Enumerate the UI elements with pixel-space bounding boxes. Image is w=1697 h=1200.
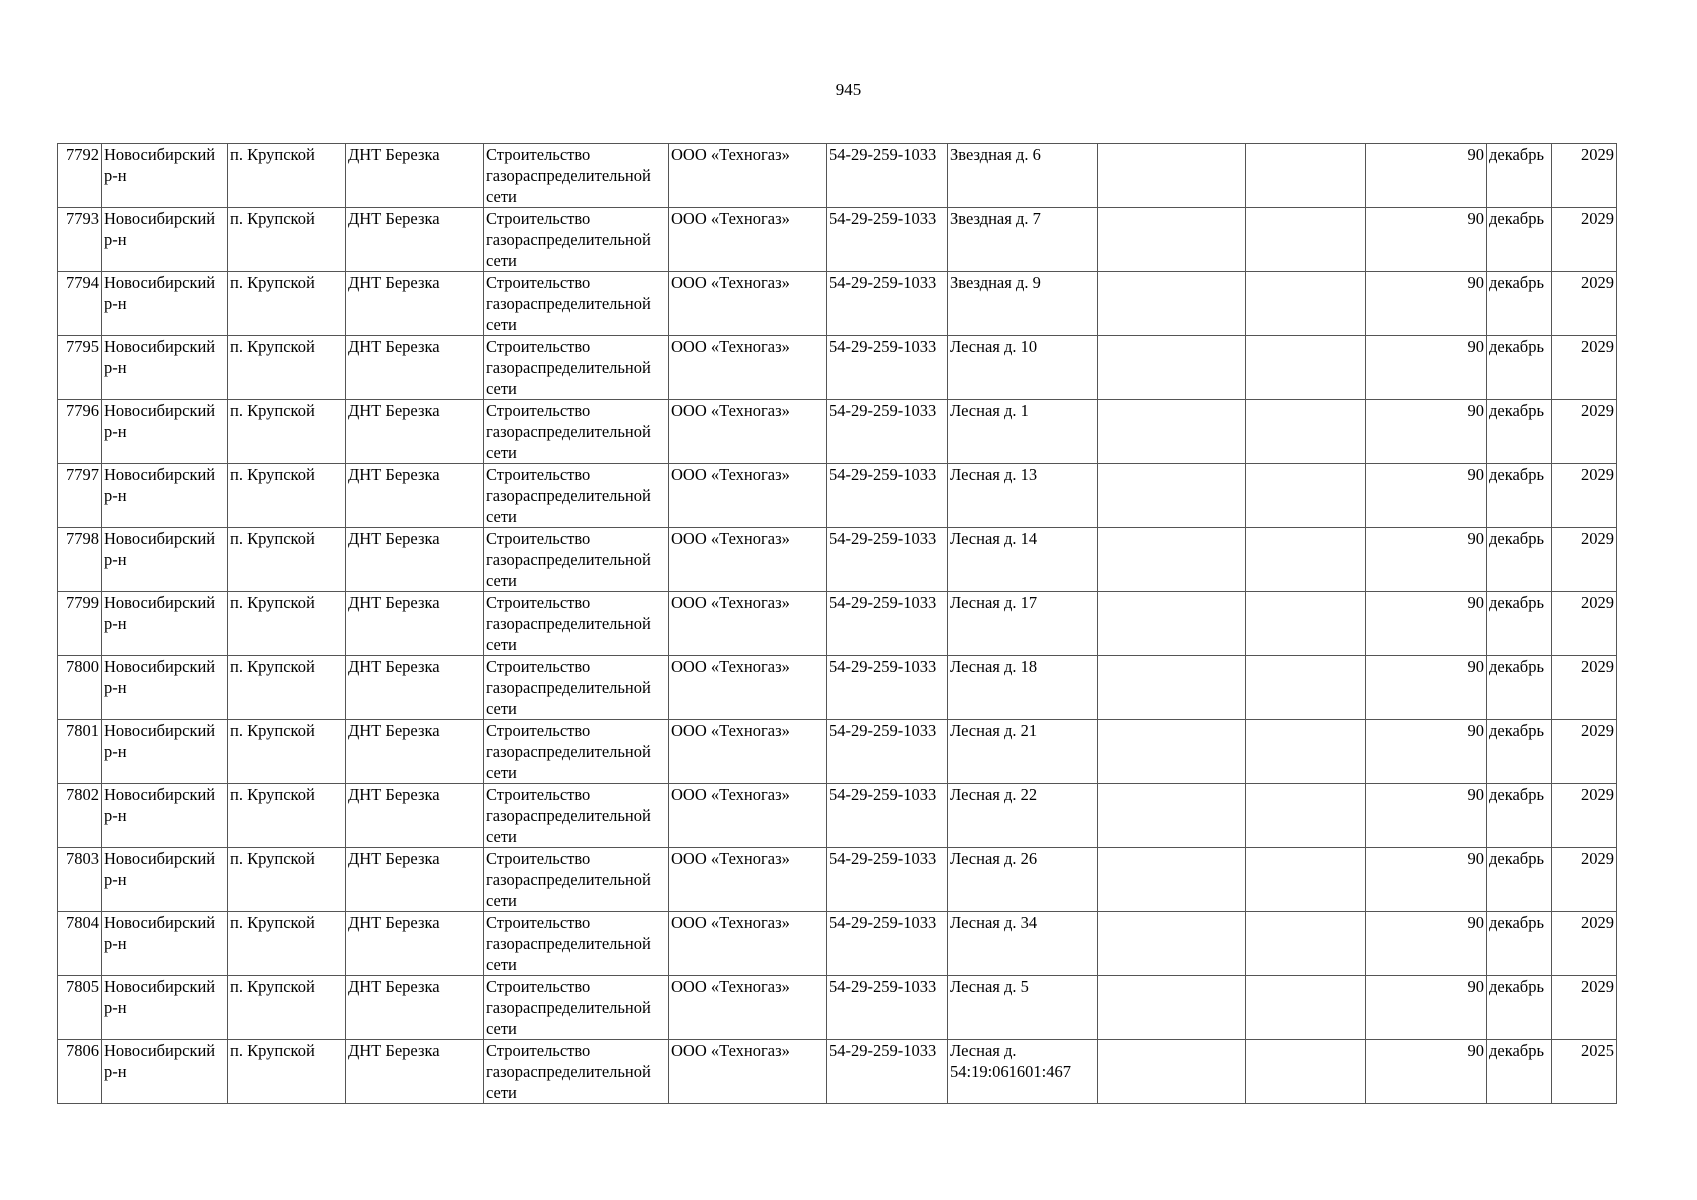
- cell-quantity: 90: [1366, 848, 1487, 912]
- cell-work-type: Строительство газораспределительной сети: [484, 464, 669, 528]
- cell-quantity: 90: [1366, 464, 1487, 528]
- cell-district: Новосибирский р-н: [102, 784, 228, 848]
- cell-number: 7795: [58, 336, 102, 400]
- cell-empty: [1246, 912, 1366, 976]
- cell-quantity: 90: [1366, 784, 1487, 848]
- cell-district: Новосибирский р-н: [102, 592, 228, 656]
- cell-year: 2029: [1552, 528, 1617, 592]
- cell-settlement: п. Крупской: [228, 208, 346, 272]
- cell-empty: [1098, 592, 1246, 656]
- cell-month: декабрь: [1487, 720, 1552, 784]
- cell-empty: [1098, 528, 1246, 592]
- cell-month: декабрь: [1487, 336, 1552, 400]
- table-row: [58, 144, 1617, 208]
- cell-code: 54-29-259-1033: [827, 912, 948, 976]
- cell-company: ООО «Техногаз»: [669, 528, 827, 592]
- cell-organization: ДНТ Березка: [346, 336, 484, 400]
- cell-year: 2029: [1552, 208, 1617, 272]
- cell-quantity: 90: [1366, 208, 1487, 272]
- cell-month: декабрь: [1487, 1040, 1552, 1104]
- cell-number: 7806: [58, 1040, 102, 1104]
- cell-empty: [1098, 912, 1246, 976]
- registry-table: [57, 143, 1617, 1104]
- cell-month: декабрь: [1487, 400, 1552, 464]
- cell-work-type: Строительство газораспределительной сети: [484, 272, 669, 336]
- cell-organization: ДНТ Березка: [346, 720, 484, 784]
- table-row: [58, 336, 1617, 400]
- cell-year: 2029: [1552, 464, 1617, 528]
- cell-organization: ДНТ Березка: [346, 784, 484, 848]
- cell-year: 2025: [1552, 1040, 1617, 1104]
- cell-company: ООО «Техногаз»: [669, 976, 827, 1040]
- cell-company: ООО «Техногаз»: [669, 1040, 827, 1104]
- cell-empty: [1246, 848, 1366, 912]
- cell-district: Новосибирский р-н: [102, 912, 228, 976]
- cell-company: ООО «Техногаз»: [669, 656, 827, 720]
- cell-district: Новосибирский р-н: [102, 336, 228, 400]
- cell-empty: [1246, 656, 1366, 720]
- cell-address: Лесная д. 1: [948, 400, 1098, 464]
- cell-district: Новосибирский р-н: [102, 144, 228, 208]
- cell-quantity: 90: [1366, 1040, 1487, 1104]
- cell-organization: ДНТ Березка: [346, 528, 484, 592]
- cell-year: 2029: [1552, 336, 1617, 400]
- cell-settlement: п. Крупской: [228, 272, 346, 336]
- cell-empty: [1098, 336, 1246, 400]
- cell-empty: [1246, 336, 1366, 400]
- table-row: [58, 592, 1617, 656]
- cell-work-type: Строительство газораспределительной сети: [484, 848, 669, 912]
- cell-organization: ДНТ Березка: [346, 464, 484, 528]
- cell-month: декабрь: [1487, 272, 1552, 336]
- cell-year: 2029: [1552, 656, 1617, 720]
- cell-quantity: 90: [1366, 272, 1487, 336]
- cell-year: 2029: [1552, 144, 1617, 208]
- cell-code: 54-29-259-1033: [827, 720, 948, 784]
- cell-year: 2029: [1552, 976, 1617, 1040]
- table-body: [58, 144, 1617, 1104]
- cell-code: 54-29-259-1033: [827, 272, 948, 336]
- cell-organization: ДНТ Березка: [346, 592, 484, 656]
- table-row: [58, 976, 1617, 1040]
- cell-number: 7796: [58, 400, 102, 464]
- cell-address: Лесная д. 34: [948, 912, 1098, 976]
- cell-organization: ДНТ Березка: [346, 976, 484, 1040]
- cell-month: декабрь: [1487, 592, 1552, 656]
- cell-work-type: Строительство газораспределительной сети: [484, 976, 669, 1040]
- cell-empty: [1246, 592, 1366, 656]
- cell-settlement: п. Крупской: [228, 720, 346, 784]
- cell-number: 7797: [58, 464, 102, 528]
- cell-organization: ДНТ Березка: [346, 272, 484, 336]
- table-row: [58, 848, 1617, 912]
- table-row: [58, 1040, 1617, 1104]
- cell-address: Звездная д. 9: [948, 272, 1098, 336]
- cell-settlement: п. Крупской: [228, 784, 346, 848]
- cell-year: 2029: [1552, 400, 1617, 464]
- cell-settlement: п. Крупской: [228, 400, 346, 464]
- cell-district: Новосибирский р-н: [102, 976, 228, 1040]
- cell-month: декабрь: [1487, 464, 1552, 528]
- cell-settlement: п. Крупской: [228, 912, 346, 976]
- cell-quantity: 90: [1366, 592, 1487, 656]
- cell-quantity: 90: [1366, 976, 1487, 1040]
- cell-address: Лесная д. 13: [948, 464, 1098, 528]
- cell-organization: ДНТ Березка: [346, 144, 484, 208]
- cell-organization: ДНТ Березка: [346, 400, 484, 464]
- cell-empty: [1246, 464, 1366, 528]
- cell-month: декабрь: [1487, 528, 1552, 592]
- cell-code: 54-29-259-1033: [827, 784, 948, 848]
- cell-number: 7799: [58, 592, 102, 656]
- cell-year: 2029: [1552, 848, 1617, 912]
- cell-number: 7803: [58, 848, 102, 912]
- cell-settlement: п. Крупской: [228, 336, 346, 400]
- cell-number: 7792: [58, 144, 102, 208]
- cell-district: Новосибирский р-н: [102, 656, 228, 720]
- cell-quantity: 90: [1366, 912, 1487, 976]
- cell-month: декабрь: [1487, 976, 1552, 1040]
- cell-organization: ДНТ Березка: [346, 656, 484, 720]
- cell-code: 54-29-259-1033: [827, 1040, 948, 1104]
- cell-empty: [1098, 464, 1246, 528]
- cell-company: ООО «Техногаз»: [669, 848, 827, 912]
- cell-month: декабрь: [1487, 656, 1552, 720]
- cell-company: ООО «Техногаз»: [669, 400, 827, 464]
- cell-code: 54-29-259-1033: [827, 144, 948, 208]
- cell-company: ООО «Техногаз»: [669, 208, 827, 272]
- cell-district: Новосибирский р-н: [102, 848, 228, 912]
- cell-code: 54-29-259-1033: [827, 848, 948, 912]
- cell-year: 2029: [1552, 912, 1617, 976]
- cell-empty: [1246, 720, 1366, 784]
- cell-district: Новосибирский р-н: [102, 528, 228, 592]
- cell-address: Лесная д. 54:19:061601:467: [948, 1040, 1098, 1104]
- cell-address: Звездная д. 7: [948, 208, 1098, 272]
- cell-address: Лесная д. 18: [948, 656, 1098, 720]
- cell-quantity: 90: [1366, 336, 1487, 400]
- cell-empty: [1098, 848, 1246, 912]
- cell-settlement: п. Крупской: [228, 528, 346, 592]
- cell-settlement: п. Крупской: [228, 144, 346, 208]
- cell-empty: [1098, 208, 1246, 272]
- cell-empty: [1098, 656, 1246, 720]
- cell-code: 54-29-259-1033: [827, 208, 948, 272]
- cell-code: 54-29-259-1033: [827, 528, 948, 592]
- cell-organization: ДНТ Березка: [346, 848, 484, 912]
- cell-work-type: Строительство газораспределительной сети: [484, 912, 669, 976]
- cell-quantity: 90: [1366, 656, 1487, 720]
- cell-company: ООО «Техногаз»: [669, 720, 827, 784]
- table-row: [58, 784, 1617, 848]
- cell-empty: [1246, 1040, 1366, 1104]
- cell-address: Лесная д. 14: [948, 528, 1098, 592]
- cell-empty: [1098, 400, 1246, 464]
- cell-code: 54-29-259-1033: [827, 976, 948, 1040]
- cell-address: Лесная д. 21: [948, 720, 1098, 784]
- cell-district: Новосибирский р-н: [102, 720, 228, 784]
- cell-empty: [1246, 976, 1366, 1040]
- table-row: [58, 464, 1617, 528]
- cell-address: Звездная д. 6: [948, 144, 1098, 208]
- cell-settlement: п. Крупской: [228, 976, 346, 1040]
- cell-code: 54-29-259-1033: [827, 464, 948, 528]
- cell-settlement: п. Крупской: [228, 464, 346, 528]
- cell-work-type: Строительство газораспределительной сети: [484, 528, 669, 592]
- cell-empty: [1246, 144, 1366, 208]
- cell-number: 7793: [58, 208, 102, 272]
- cell-district: Новосибирский р-н: [102, 400, 228, 464]
- table-row: [58, 912, 1617, 976]
- cell-empty: [1098, 976, 1246, 1040]
- cell-empty: [1098, 272, 1246, 336]
- table-row: [58, 656, 1617, 720]
- cell-company: ООО «Техногаз»: [669, 144, 827, 208]
- cell-address: Лесная д. 10: [948, 336, 1098, 400]
- cell-company: ООО «Техногаз»: [669, 272, 827, 336]
- cell-quantity: 90: [1366, 400, 1487, 464]
- table-row: [58, 272, 1617, 336]
- cell-empty: [1246, 208, 1366, 272]
- cell-number: 7804: [58, 912, 102, 976]
- cell-organization: ДНТ Березка: [346, 1040, 484, 1104]
- table-row: [58, 720, 1617, 784]
- cell-year: 2029: [1552, 272, 1617, 336]
- cell-number: 7801: [58, 720, 102, 784]
- cell-address: Лесная д. 17: [948, 592, 1098, 656]
- cell-district: Новосибирский р-н: [102, 272, 228, 336]
- cell-settlement: п. Крупской: [228, 656, 346, 720]
- table-row: [58, 528, 1617, 592]
- cell-settlement: п. Крупской: [228, 1040, 346, 1104]
- cell-month: декабрь: [1487, 208, 1552, 272]
- cell-number: 7794: [58, 272, 102, 336]
- table-row: [58, 208, 1617, 272]
- cell-address: Лесная д. 26: [948, 848, 1098, 912]
- cell-month: декабрь: [1487, 848, 1552, 912]
- cell-company: ООО «Техногаз»: [669, 784, 827, 848]
- cell-number: 7805: [58, 976, 102, 1040]
- cell-month: декабрь: [1487, 784, 1552, 848]
- cell-empty: [1098, 144, 1246, 208]
- cell-number: 7800: [58, 656, 102, 720]
- cell-empty: [1098, 1040, 1246, 1104]
- cell-year: 2029: [1552, 720, 1617, 784]
- cell-work-type: Строительство газораспределительной сети: [484, 656, 669, 720]
- cell-work-type: Строительство газораспределительной сети: [484, 208, 669, 272]
- cell-work-type: Строительство газораспределительной сети: [484, 144, 669, 208]
- table-row: [58, 400, 1617, 464]
- cell-company: ООО «Техногаз»: [669, 592, 827, 656]
- cell-empty: [1098, 720, 1246, 784]
- cell-organization: ДНТ Березка: [346, 208, 484, 272]
- cell-quantity: 90: [1366, 720, 1487, 784]
- cell-company: ООО «Техногаз»: [669, 464, 827, 528]
- cell-empty: [1246, 272, 1366, 336]
- cell-code: 54-29-259-1033: [827, 656, 948, 720]
- cell-number: 7802: [58, 784, 102, 848]
- cell-year: 2029: [1552, 784, 1617, 848]
- cell-quantity: 90: [1366, 528, 1487, 592]
- cell-empty: [1246, 784, 1366, 848]
- cell-empty: [1098, 784, 1246, 848]
- page-number: 945: [835, 80, 862, 99]
- cell-work-type: Строительство газораспределительной сети: [484, 400, 669, 464]
- cell-work-type: Строительство газораспределительной сети: [484, 336, 669, 400]
- cell-district: Новосибирский р-н: [102, 208, 228, 272]
- cell-district: Новосибирский р-н: [102, 1040, 228, 1104]
- cell-number: 7798: [58, 528, 102, 592]
- cell-company: ООО «Техногаз»: [669, 336, 827, 400]
- cell-month: декабрь: [1487, 144, 1552, 208]
- cell-organization: ДНТ Березка: [346, 912, 484, 976]
- cell-code: 54-29-259-1033: [827, 592, 948, 656]
- cell-empty: [1246, 400, 1366, 464]
- cell-year: 2029: [1552, 592, 1617, 656]
- cell-address: Лесная д. 5: [948, 976, 1098, 1040]
- cell-work-type: Строительство газораспределительной сети: [484, 784, 669, 848]
- cell-work-type: Строительство газораспределительной сети: [484, 720, 669, 784]
- cell-work-type: Строительство газораспределительной сети: [484, 1040, 669, 1104]
- cell-district: Новосибирский р-н: [102, 464, 228, 528]
- cell-work-type: Строительство газораспределительной сети: [484, 592, 669, 656]
- cell-company: ООО «Техногаз»: [669, 912, 827, 976]
- cell-month: декабрь: [1487, 912, 1552, 976]
- cell-empty: [1246, 528, 1366, 592]
- cell-quantity: 90: [1366, 144, 1487, 208]
- cell-settlement: п. Крупской: [228, 848, 346, 912]
- cell-address: Лесная д. 22: [948, 784, 1098, 848]
- cell-code: 54-29-259-1033: [827, 400, 948, 464]
- cell-settlement: п. Крупской: [228, 592, 346, 656]
- cell-code: 54-29-259-1033: [827, 336, 948, 400]
